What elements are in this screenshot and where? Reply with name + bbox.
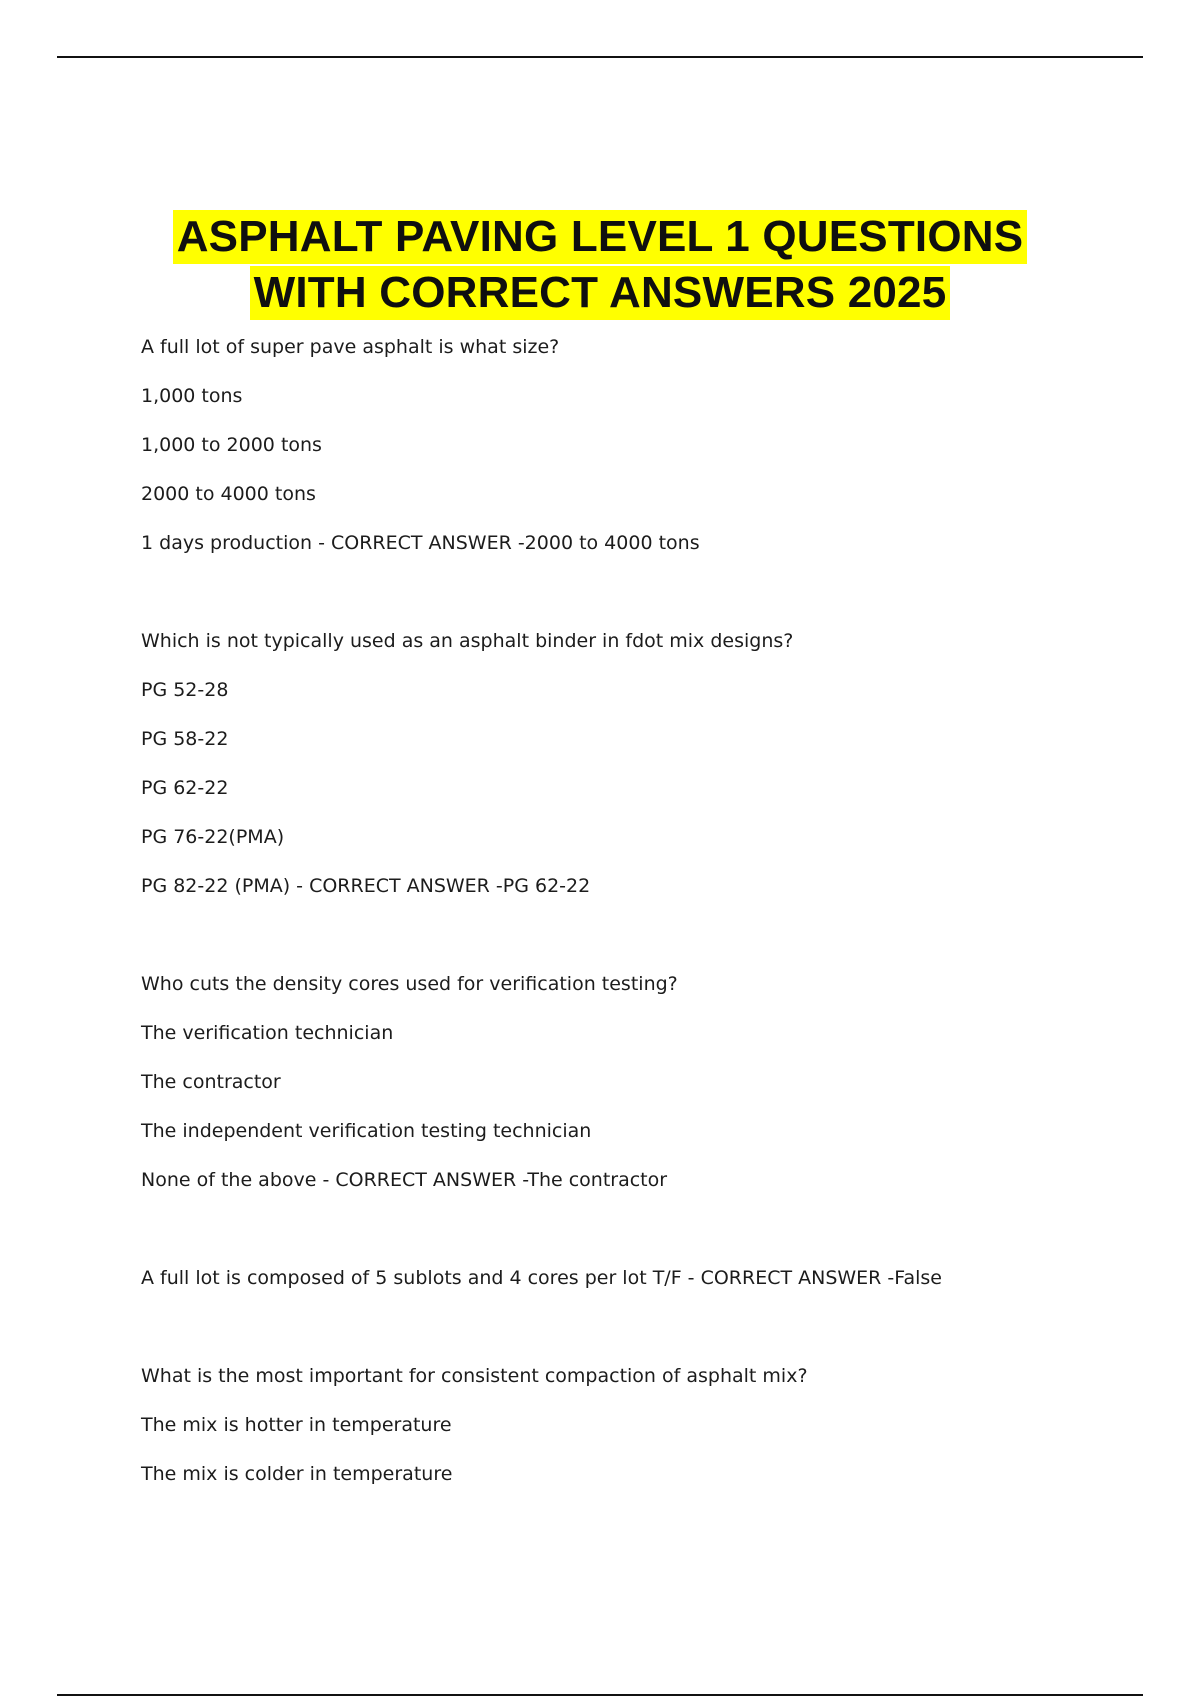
title-line-2: WITH CORRECT ANSWERS 2025 xyxy=(250,266,951,320)
answer-option: PG 76-22(PMA) xyxy=(141,826,285,848)
question-spacer xyxy=(141,1205,1141,1254)
answer-option: The contractor xyxy=(141,1071,281,1093)
answer-option-with-correct-answer: PG 82-22 (PMA) - CORRECT ANSWER -PG 62-22 xyxy=(141,875,591,897)
answer-option-with-correct-answer: 1 days production - CORRECT ANSWER -2000 to 4000 tons xyxy=(141,532,700,554)
answer-option: The mix is colder in temperature xyxy=(141,1463,453,1485)
document-title xyxy=(0,210,1200,320)
answer-option: PG 58-22 xyxy=(141,728,229,750)
answer-option: The mix is hotter in temperature xyxy=(141,1414,452,1436)
answer-option: PG 52-28 xyxy=(141,679,229,701)
question-text: Who cuts the density cores used for verification testing? xyxy=(141,973,678,995)
question-block xyxy=(141,1254,1141,1303)
top-rule xyxy=(57,56,1143,58)
answer-option: PG 62-22 xyxy=(141,777,229,799)
question-text-with-correct-answer: A full lot is composed of 5 sublots and 4 cores per lot T/F - CORRECT ANSWER -False xyxy=(141,1267,942,1289)
answer-option: The verification technician xyxy=(141,1022,394,1044)
bottom-rule xyxy=(57,1694,1143,1696)
question-spacer xyxy=(141,911,1141,960)
question-block xyxy=(141,960,1141,1205)
question-text: A full lot of super pave asphalt is what size? xyxy=(141,336,560,358)
question-block xyxy=(141,323,1141,568)
question-text: Which is not typically used as an asphalt binder in fdot mix designs? xyxy=(141,630,794,652)
question-block xyxy=(141,1352,1141,1499)
answer-option: 1,000 tons xyxy=(141,385,243,407)
answer-option: 2000 to 4000 tons xyxy=(141,483,316,505)
question-block xyxy=(141,617,1141,911)
question-spacer xyxy=(141,1303,1141,1352)
question-text: What is the most important for consistent compaction of asphalt mix? xyxy=(141,1365,808,1387)
answer-option: The independent verification testing technician xyxy=(141,1120,592,1142)
question-list xyxy=(141,323,1141,1499)
answer-option: 1,000 to 2000 tons xyxy=(141,434,322,456)
question-spacer xyxy=(141,568,1141,617)
title-line-1: ASPHALT PAVING LEVEL 1 QUESTIONS xyxy=(173,210,1028,264)
answer-option-with-correct-answer: None of the above - CORRECT ANSWER -The contractor xyxy=(141,1169,668,1191)
